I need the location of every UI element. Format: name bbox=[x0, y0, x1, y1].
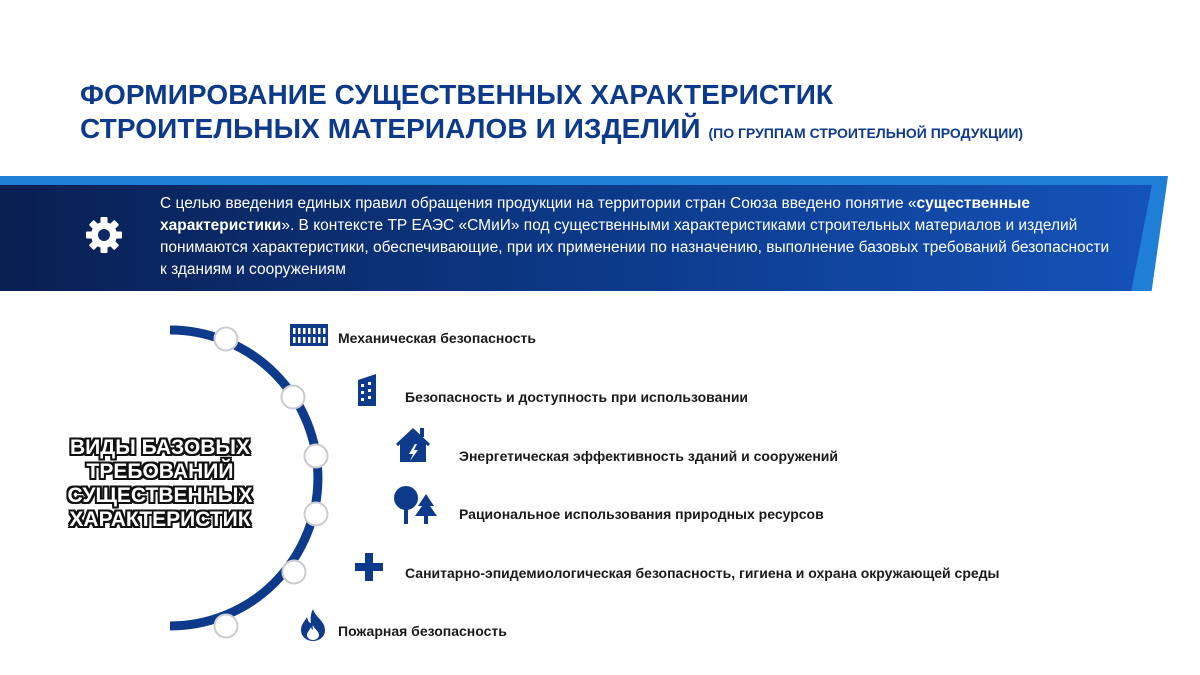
banner-text-bold: существенные характеристики bbox=[160, 195, 1030, 234]
arc-node-6 bbox=[215, 615, 238, 638]
title-line-1: ФОРМИРОВАНИЕ СУЩЕСТВЕННЫХ ХАРАКТЕРИСТИК bbox=[80, 79, 834, 110]
requirement-label-2: Безопасность и доступность при использовании bbox=[405, 389, 749, 405]
arc-node-1 bbox=[215, 328, 238, 351]
trees-icon bbox=[393, 486, 439, 524]
requirement-label-1: Механическая безопасность bbox=[338, 330, 536, 346]
requirement-label-3: Энергетическая эффективность зданий и сооружений bbox=[459, 448, 838, 464]
fire-icon bbox=[299, 609, 327, 641]
banner-text-part1: С целью введения единых правил обращения продукции на территории стран Союза введено понятие « bbox=[160, 195, 917, 212]
building-facade-icon bbox=[290, 324, 328, 346]
requirement-label-5: Санитарно-эпидемиологическая безопасность, гигиена и охрана окружающей среды bbox=[405, 565, 1000, 581]
arc-node-3 bbox=[305, 445, 328, 468]
arc-node-4 bbox=[305, 503, 328, 526]
arc-node-5 bbox=[283, 561, 306, 584]
requirement-label-6: Пожарная безопасность bbox=[338, 623, 507, 639]
title-subtitle: (ПО ГРУППАМ СТРОИТЕЛЬНОЙ ПРОДУКЦИИ) bbox=[708, 125, 1024, 141]
tower-building-icon bbox=[358, 374, 376, 406]
arc-node-2 bbox=[282, 386, 305, 409]
center-label: ВИДЫ БАЗОВЫХ ТРЕБОВАНИЙ СУЩЕСТВЕННЫХ ХАРАКТЕРИСТИК bbox=[67, 436, 253, 531]
banner-text-part2: ». В контексте ТР ЕАЭС «СМиИ» под существенными характеристиками строительных материалов и изделий понимаются характеристики, обеспечивающие, при их применении по назначению, выполнение базовых требований безопасности к зданиям и сооружениям bbox=[160, 217, 1110, 278]
house-lightning-icon bbox=[396, 426, 430, 464]
medical-cross-icon bbox=[355, 553, 383, 581]
requirement-label-4: Рациональное использования природных ресурсов bbox=[459, 506, 824, 522]
title-line-2-text: СТРОИТЕЛЬНЫХ МАТЕРИАЛОВ И ИЗДЕЛИЙ bbox=[80, 113, 701, 144]
